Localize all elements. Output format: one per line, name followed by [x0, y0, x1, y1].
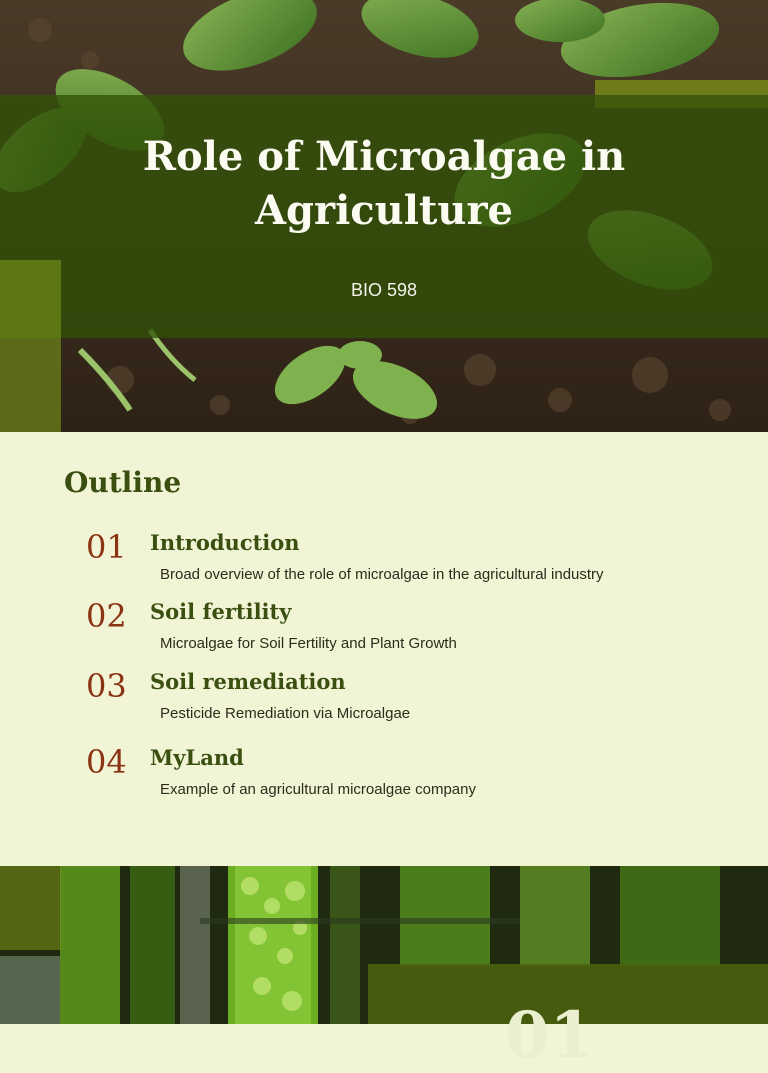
item-title: Soil remediation — [150, 669, 346, 694]
item-number: 04 — [86, 743, 127, 781]
item-number: 02 — [86, 597, 127, 635]
section-accent-bar-left — [0, 866, 61, 950]
outline-item-soil-remediation — [0, 669, 768, 739]
item-description: Broad overview of the role of microalgae in the agricultural industry — [160, 566, 604, 583]
item-description: Example of an agricultural microalgae company — [160, 781, 476, 798]
section-slide — [0, 866, 768, 1073]
presentation-title: Role of Microalgae in Agriculture — [142, 133, 626, 234]
outline-slide — [0, 432, 768, 866]
item-number: 01 — [86, 528, 127, 566]
outline-item-introduction — [0, 530, 768, 600]
section-number: 01 — [505, 998, 595, 1073]
item-title: Introduction — [150, 530, 300, 555]
item-title: Soil fertility — [150, 599, 292, 624]
item-description: Pesticide Remediation via Microalgae — [160, 705, 411, 722]
item-description: Microalgae for Soil Fertility and Plant Growth — [160, 635, 457, 652]
outline-item-myland — [0, 745, 768, 815]
title-slide — [0, 0, 768, 432]
item-title: MyLand — [150, 745, 244, 770]
course-code: BIO 598 — [350, 280, 418, 300]
outline-heading: Outline — [64, 466, 182, 499]
outline-item-soil-fertility — [0, 599, 768, 669]
item-number: 03 — [86, 667, 127, 705]
